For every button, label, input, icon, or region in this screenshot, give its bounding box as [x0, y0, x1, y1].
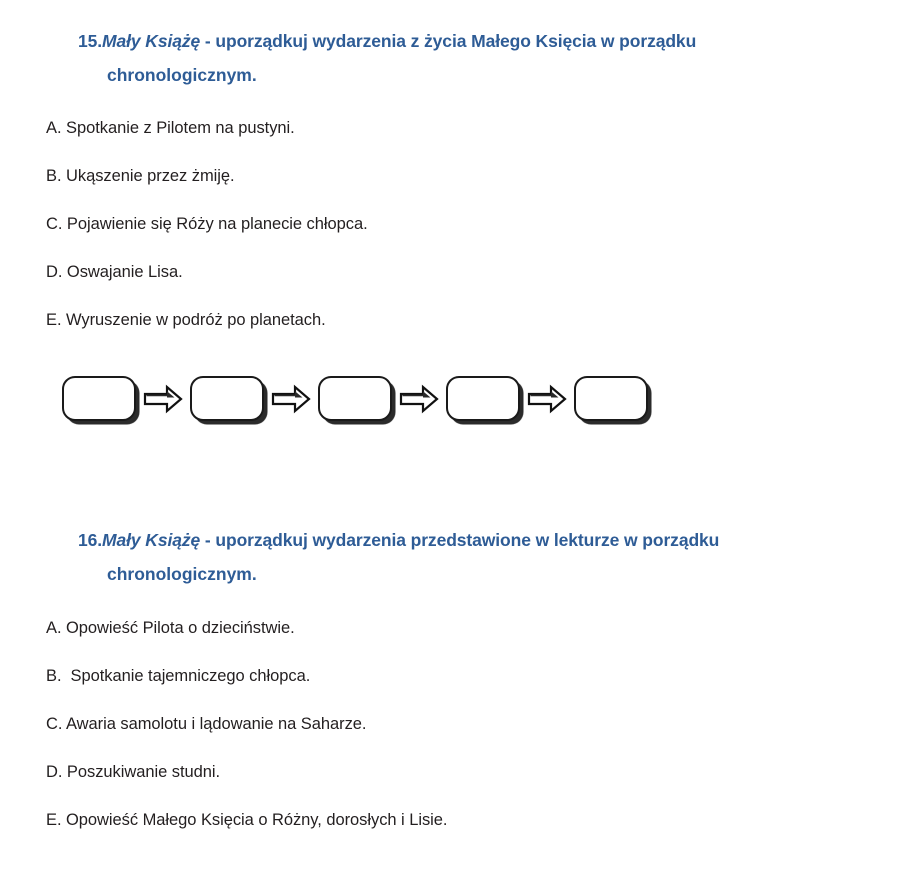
option-item: A. Opowieść Pilota o dzieciństwie. [46, 619, 295, 637]
cutoff-text-line [46, 866, 746, 873]
question-heading-16 [0, 523, 900, 557]
right-block-arrow-icon [520, 384, 574, 414]
question-number-16: 16. [78, 530, 103, 550]
option-item: E. Wyruszenie w podróż po planetach. [46, 311, 326, 329]
question-prompt-16: - uporządkuj wydarzenia przedstawione w lekturze w porządku [200, 530, 720, 550]
option-item: E. Opowieść Małego Księcia o Różny, dorosłych i Lisie. [46, 811, 448, 829]
question-number-15: 15. [78, 31, 103, 51]
answer-box-3[interactable] [318, 376, 392, 421]
answer-box-1[interactable] [62, 376, 136, 421]
question-block-16 [0, 523, 900, 591]
option-item: C. Awaria samolotu i lądowanie na Saharze. [46, 715, 367, 733]
answer-box-4[interactable] [446, 376, 520, 421]
question-title-16: Mały Książę [102, 530, 201, 550]
option-item: B. Ukąszenie przez żmiję. [46, 167, 235, 185]
option-item: C. Pojawienie się Róży na planecie chłopca. [46, 215, 368, 233]
options-list-15 [46, 118, 368, 358]
answer-box-2[interactable] [190, 376, 264, 421]
option-item: B. Spotkanie tajemniczego chłopca. [46, 667, 311, 685]
right-block-arrow-icon [392, 384, 446, 414]
question-title-15: Mały Książę [102, 31, 201, 51]
options-list-16 [46, 618, 447, 858]
option-item: A. Spotkanie z Pilotem na pustyni. [46, 119, 295, 137]
option-item: D. Poszukiwanie studni. [46, 763, 221, 781]
option-item: D. Oswajanie Lisa. [46, 263, 183, 281]
right-block-arrow-icon [136, 384, 190, 414]
question-heading-15 [0, 24, 900, 58]
question-heading-16-line2: chronologicznym. [107, 564, 257, 584]
right-block-arrow-icon [264, 384, 318, 414]
question-prompt-15: - uporządkuj wydarzenia z życia Małego Księcia w porządku [200, 31, 697, 51]
question-block-15 [0, 24, 900, 92]
answer-box-5[interactable] [574, 376, 648, 421]
answer-sequence-15 [62, 376, 648, 421]
question-heading-15-line2: chronologicznym. [107, 65, 257, 85]
